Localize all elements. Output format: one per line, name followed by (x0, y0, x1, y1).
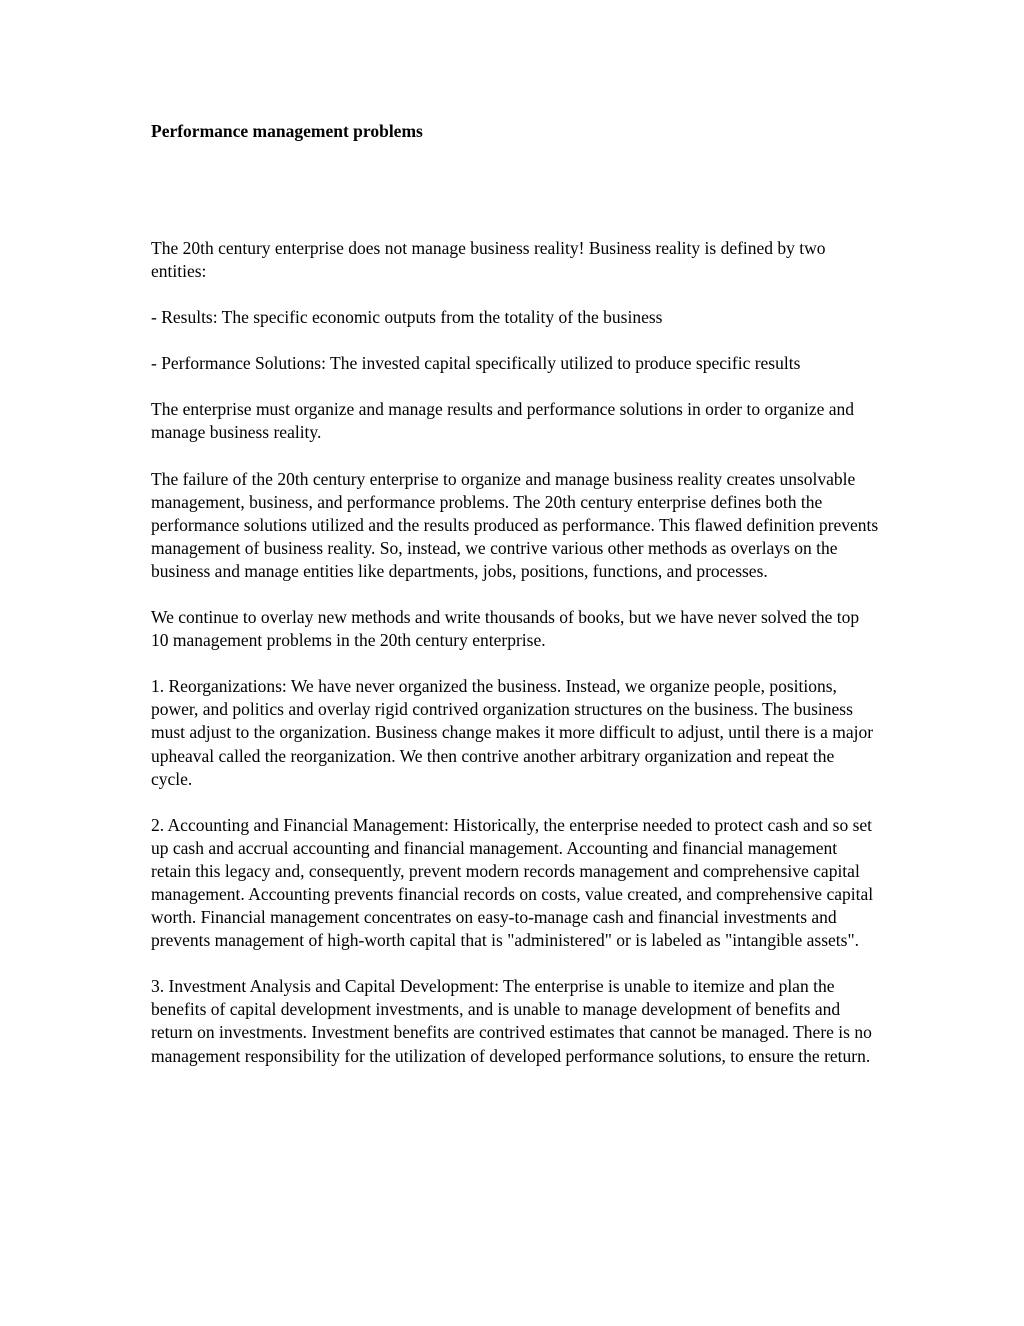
paragraph-accounting: 2. Accounting and Financial Management: Historically, the enterprise needed to protect cash and so set up cash and accrual accounting and financial management. Accounting and financial management retain this legacy and, consequently, prevent modern records management and comprehensive capital management. Accounting prevents financial records on costs, value created, and comprehensive capital worth. Financial management concentrates on easy-to-manage cash and financial investments and prevents management of high-worth capital that is "administered" or is labeled as "intangible assets". (151, 814, 874, 951)
paragraph-performance-solutions: - Performance Solutions: The invested capital specifically utilized to produce specific results (151, 353, 801, 374)
paragraph-overlay-methods: We continue to overlay new methods and write thousands of books, but we have never solved the top 10 management problems in the 20th century enterprise. (151, 607, 860, 651)
paragraph-investment-analysis: 3. Investment Analysis and Capital Development: The enterprise is unable to itemize and plan the benefits of capital development investments, and is unable to manage development of benefits and return on investments. Investment benefits are contrived estimates that cannot be managed. There is no management responsibility for the utilization of developed performance solutions, to ensure the return. (151, 976, 872, 1066)
paragraph-reorganizations: 1. Reorganizations: We have never organized the business. Instead, we organize people, positions, power, and politics and overlay rigid contrived organization structures on the business. The business must adjust to the organization. Business change makes it more difficult to adjust, until there is a major upheaval called the reorganization. We then contrive another arbitrary organization and repeat the cycle. (151, 676, 874, 789)
document-body (151, 237, 879, 1068)
paragraph-intro: The 20th century enterprise does not manage business reality! Business reality is defined by two entities: (151, 238, 826, 282)
paragraph-organize-manage: The enterprise must organize and manage results and performance solutions in order to organize and manage business reality. (151, 399, 855, 443)
paragraph-results: - Results: The specific economic outputs from the totality of the business (151, 307, 663, 328)
paragraph-failure: The failure of the 20th century enterprise to organize and manage business reality creates unsolvable management, business, and performance problems. The 20th century enterprise defines both the performance solutions utilized and the results produced as performance. This flawed definition prevents management of business reality. So, instead, we contrive various other methods as overlays on the business and manage entities like departments, jobs, positions, functions, and processes. (151, 468, 879, 581)
document-page (151, 120, 879, 1091)
document-title: Performance management problems (151, 121, 423, 141)
